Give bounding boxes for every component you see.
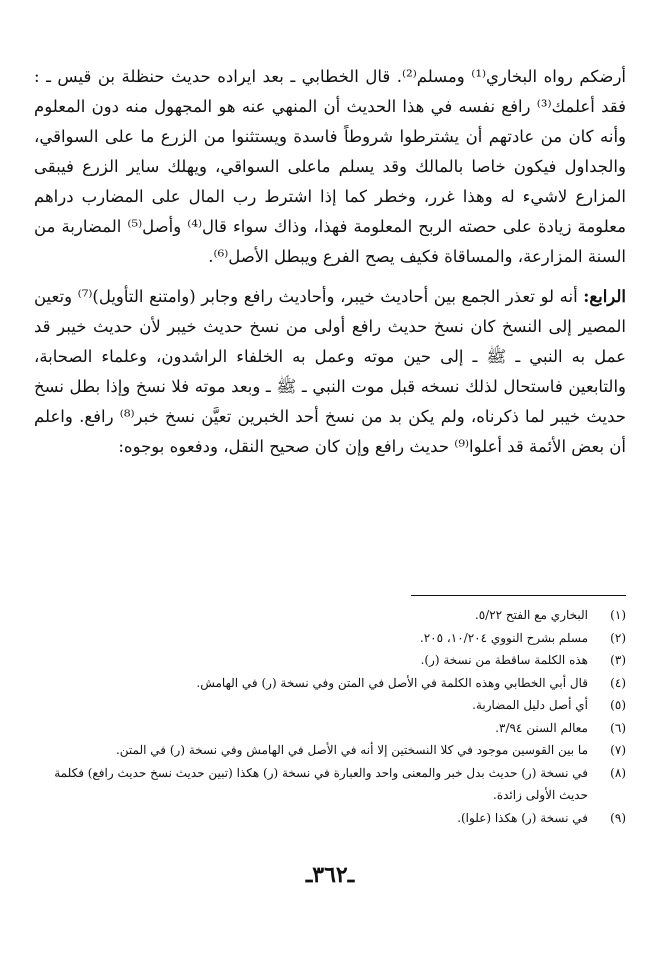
footnote-5 [34, 694, 626, 717]
footnote-text: ما بين القوسين موجود في كلا النسختين إلا أنه في الأصل في الهامش وفي نسخة (ر) في المتن. [115, 743, 588, 757]
footnote-9 [34, 807, 626, 830]
footnote-text: أي أصل دليل المضاربة. [472, 698, 588, 712]
footnote-number: (٦) [610, 720, 626, 735]
footnote-number: (٨) [610, 765, 626, 780]
footnote-number: (٢) [610, 630, 626, 645]
footnote-divider [411, 595, 626, 596]
book-page [34, 62, 626, 942]
footnote-1 [34, 604, 626, 627]
main-text [34, 62, 626, 462]
footnote-text: في نسخة (ر) حديث بدل خبر والمعنى واحد والعبارة في نسخة (ر) هكذا (تبين حديث نسخ حديث رافع) فكلمة حديث الأولى زائدة. [54, 765, 588, 802]
footnote-number: (٩) [610, 810, 626, 825]
footnote-3 [34, 649, 626, 672]
footnote-number: (٤) [610, 675, 626, 690]
paragraph-2 [34, 282, 626, 462]
footnote-text: قال أبي الخطابي وهذه الكلمة في الأصل في المتن وفي نسخة (ر) في الهامش. [196, 675, 588, 690]
footnote-8 [34, 762, 626, 807]
page-number: ـ٣٦٢ـ [305, 862, 355, 888]
footnote-text: معالم السنن ٣/٩٤. [495, 720, 588, 735]
paragraph-1-text: أرضكم رواه البخاري⁽¹⁾ ومسلم⁽²⁾. قال الخطابي ـ بعد ايراده حديث حنظلة بن قيس ـ : فقد أعلمك⁽³⁾ رافع نفسه في هذا الحديث أن المنهي عنه هو المجهول منه دون المعلوم وأنه كان من عادتهم أن يشترطوا شروطاً فاسدة ويستثنوا من الزرع ما على السواقي، والجداول فيكون خاصا بالمالك وقد يسلم ماعلى السواقي، ويهلك ساير الزرع فيبقى المزارع لاشيء له وهذا غرر، وخطر كما إذا اشترط رب المال على المضارب دراهم معلومة زيادة على حصته الربح المعلومة فهذا، وذاك سواء قال⁽⁴⁾ وأصل⁽⁵⁾ المضاربة من السنة المزارعة، والمساقاة فكيف يصح الفرع ويبطل الأصل⁽⁶⁾. [34, 67, 626, 266]
paragraph-2-text: أنه لو تعذر الجمع بين أحاديث خيبر، وأحاديث رافع وجابر (وامتنع التأويل)⁽⁷⁾ وتعين المصير إلى النسخ كان نسخ حديث رافع أولى من نسخ حديث خيبر لأن حديث خيبر قد عمل به النبي ـ ﷺ ـ إلى حين موته وعمل به الخلفاء الراشدون، وعلماء الصحابة، والتابعين فاستحال لذلك نسخه قبل موت النبي ـ ﷺ ـ وبعد موته فلا نسخ وإذا بطل نسخ حديث خيبر لما ذكرناه، ولم يكن بد من نسخ أحد الخبرين تعيَّن نسخ خبر⁽⁸⁾ رافع. واعلم أن بعض الأئمة قد أعلوا⁽⁹⁾ حديث رافع وإن كان صحيح النقل، ودفعوه بوجوه: [34, 287, 627, 456]
footnote-7 [34, 739, 626, 762]
paragraph-2-lead: الرابع: [583, 287, 627, 306]
footnote-6 [34, 717, 626, 740]
footnote-text: في نسخة (ر) هكذا (علوا). [457, 810, 588, 825]
footnote-text: هذه الكلمة ساقطة من نسخة (ر). [420, 653, 588, 667]
footnote-text: مسلم بشرح النووي ١٠/٢٠٤، ٢٠٥. [419, 630, 588, 645]
footnote-number: (٧) [610, 743, 626, 757]
footnote-number: (٣) [610, 653, 626, 667]
footnote-2 [34, 627, 626, 650]
paragraph-1 [34, 62, 626, 272]
footnote-number: (١) [610, 608, 626, 622]
footnote-text: البخاري مع الفتح ٥/٢٢. [474, 608, 588, 622]
footnote-4 [34, 672, 626, 695]
footnotes-list [34, 604, 626, 829]
footnote-number: (٥) [610, 698, 626, 712]
